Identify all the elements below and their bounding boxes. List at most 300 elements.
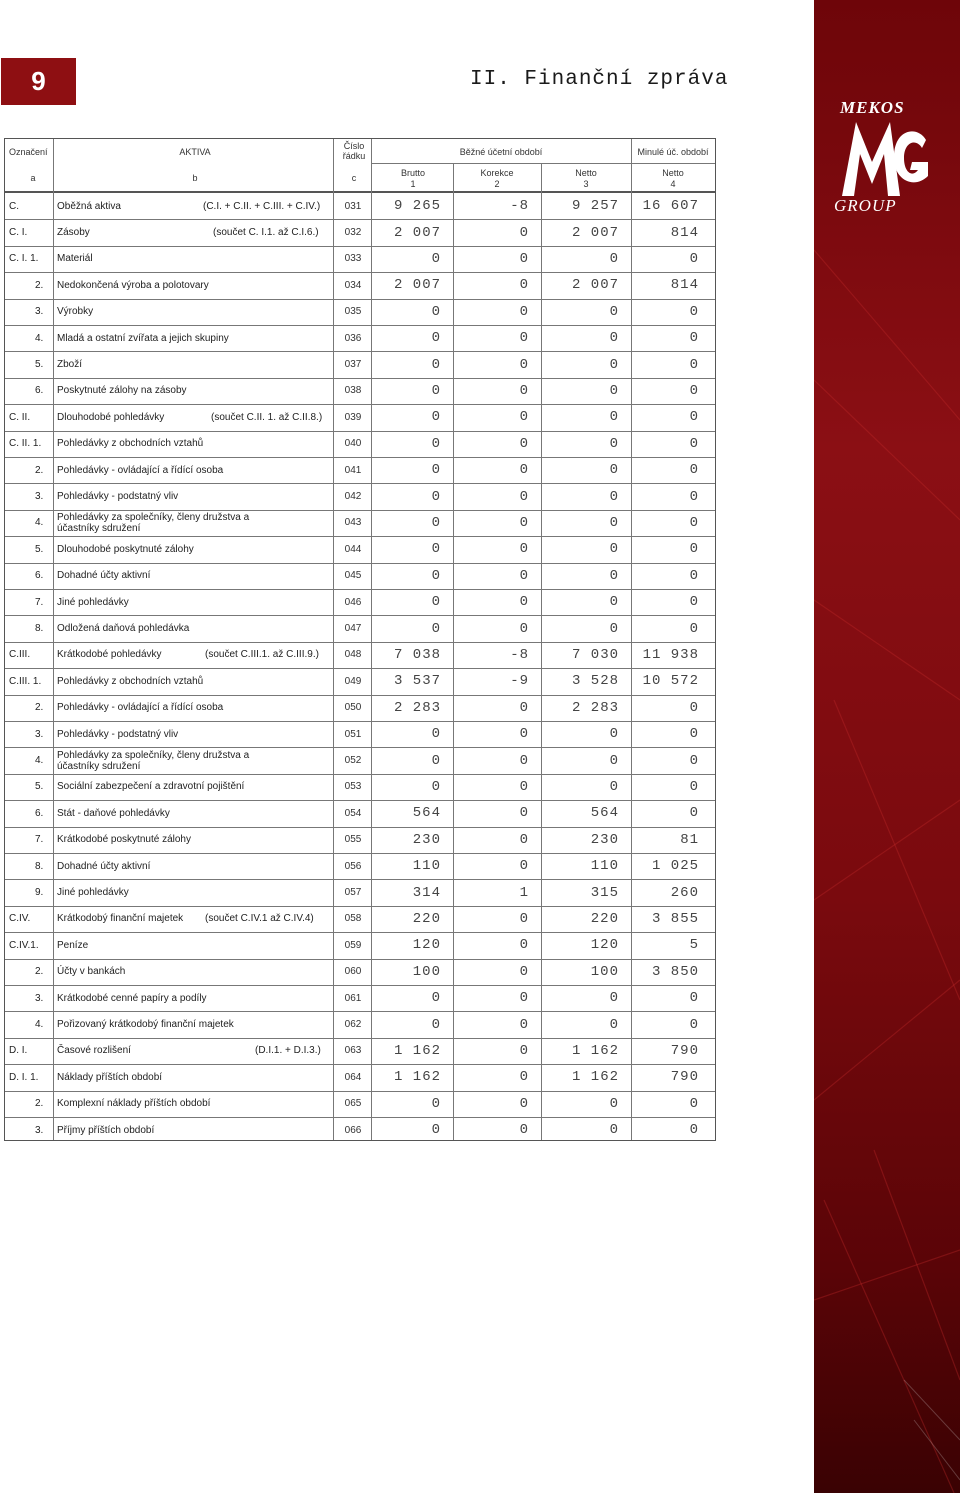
row-netto-prev: 0 <box>689 356 699 373</box>
row-brutto: 9 265 <box>393 198 441 215</box>
row-line-number: 036 <box>344 332 362 344</box>
row-netto: 0 <box>609 514 619 531</box>
row-netto: 0 <box>609 462 619 479</box>
table-row <box>5 695 715 721</box>
row-line-number: 039 <box>344 411 362 423</box>
table-row <box>5 642 715 668</box>
table-row <box>5 246 715 272</box>
row-korekce: 0 <box>519 990 529 1007</box>
row-line-number: 049 <box>344 675 362 687</box>
row-netto: 3 528 <box>571 673 619 690</box>
row-line-number: 061 <box>344 992 362 1004</box>
row-label: Pohledávky z obchodních vztahů <box>57 675 204 687</box>
row-line-number: 031 <box>344 200 362 212</box>
row-note: (součet C.III.1. až C.III.9.) <box>205 649 319 661</box>
table-row <box>5 457 715 483</box>
row-netto: 0 <box>609 567 619 584</box>
row-line-number: 066 <box>344 1124 362 1136</box>
row-netto-prev: 0 <box>689 541 699 558</box>
row-netto: 120 <box>590 937 619 954</box>
row-code: C. <box>9 200 19 212</box>
row-label: Mladá a ostatní zvířata a jejich skupiny <box>57 332 229 344</box>
row-line-number: 047 <box>344 623 362 635</box>
row-code: 6. <box>35 570 44 582</box>
row-brutto: 314 <box>412 884 441 901</box>
row-netto: 0 <box>609 250 619 267</box>
row-netto: 0 <box>609 1095 619 1112</box>
row-line-number: 063 <box>344 1045 362 1057</box>
row-netto-prev: 0 <box>689 594 699 611</box>
table-row <box>5 879 715 905</box>
table-row <box>5 1117 715 1143</box>
row-brutto: 0 <box>431 250 441 267</box>
row-brutto: 0 <box>431 382 441 399</box>
header-aktiva: AKTIVA <box>179 147 211 157</box>
row-korekce: 0 <box>519 620 529 637</box>
row-line-number: 057 <box>344 887 362 899</box>
row-brutto: 0 <box>431 567 441 584</box>
row-label: Komplexní náklady příštích období <box>57 1098 211 1110</box>
decorative-red-panel <box>814 0 960 1493</box>
header-korekce: Korekce <box>480 168 514 178</box>
row-netto-prev: 11 938 <box>642 646 699 663</box>
row-netto-prev: 0 <box>689 1122 699 1139</box>
row-label: Sociální zabezpečení a zdravotní pojištění <box>57 781 245 793</box>
row-code: 5. <box>35 359 44 371</box>
table-row <box>5 1064 715 1090</box>
row-netto-prev: 790 <box>670 1069 699 1086</box>
row-netto: 0 <box>609 990 619 1007</box>
table-row <box>5 431 715 457</box>
header-divider-upper <box>371 163 715 164</box>
row-note: (D.I.1. + D.I.3.) <box>255 1045 321 1057</box>
row-line-number: 055 <box>344 834 362 846</box>
row-code: D. I. <box>9 1045 28 1057</box>
row-brutto: 0 <box>431 1095 441 1112</box>
row-line-number: 045 <box>344 570 362 582</box>
row-netto: 0 <box>609 594 619 611</box>
table-row <box>5 325 715 351</box>
row-label: Oběžná aktiva <box>57 200 121 212</box>
row-code: 8. <box>35 860 44 872</box>
row-code: 6. <box>35 807 44 819</box>
row-code: C.III. 1. <box>9 675 42 687</box>
row-brutto: 0 <box>431 752 441 769</box>
row-brutto: 0 <box>431 726 441 743</box>
row-netto-prev: 0 <box>689 699 699 716</box>
row-netto-prev: 0 <box>689 462 699 479</box>
logo-word-bottom: GROUP <box>834 196 897 215</box>
row-korekce: 0 <box>519 594 529 611</box>
row-label: Dohadné účty aktivní <box>57 860 151 872</box>
header-col-4: 4 <box>670 179 676 189</box>
row-brutto: 230 <box>412 831 441 848</box>
row-code: C. II. <box>9 411 31 423</box>
row-code: 2. <box>35 966 44 978</box>
row-label: Jiné pohledávky <box>57 887 129 899</box>
row-label: Pohledávky - ovládající a řídící osoba <box>57 702 224 714</box>
row-netto: 564 <box>590 805 619 822</box>
row-brutto: 120 <box>412 937 441 954</box>
row-netto: 230 <box>590 831 619 848</box>
row-line-number: 054 <box>344 807 362 819</box>
row-korekce: 0 <box>519 488 529 505</box>
row-code: 8. <box>35 623 44 635</box>
row-line-number: 048 <box>344 649 362 661</box>
row-note: (součet C.II. 1. až C.II.8.) <box>211 411 323 423</box>
row-label: Výrobky <box>57 306 94 318</box>
row-label: Pohledávky - podstatný vliv <box>57 491 179 503</box>
row-netto: 1 162 <box>571 1069 619 1086</box>
row-netto-prev: 81 <box>680 831 699 848</box>
row-korekce: 0 <box>519 1016 529 1033</box>
row-netto-prev: 0 <box>689 778 699 795</box>
row-netto-prev: 0 <box>689 514 699 531</box>
row-code: D. I. 1. <box>9 1071 39 1083</box>
row-line-number: 050 <box>344 702 362 714</box>
row-netto-prev: 790 <box>670 1042 699 1059</box>
table-row <box>5 906 715 932</box>
row-netto-prev: 0 <box>689 330 699 347</box>
row-brutto: 110 <box>412 858 441 875</box>
row-brutto: 7 038 <box>393 646 441 663</box>
row-line-number: 065 <box>344 1098 362 1110</box>
row-label: Pohledávky - podstatný vliv <box>57 728 179 740</box>
row-netto: 0 <box>609 726 619 743</box>
row-netto-prev: 0 <box>689 488 699 505</box>
row-line-number: 051 <box>344 728 362 740</box>
table-row <box>5 1091 715 1117</box>
row-korekce: 0 <box>519 514 529 531</box>
row-line-number: 035 <box>344 306 362 318</box>
row-code: C.III. <box>9 649 31 661</box>
table-row <box>5 510 715 536</box>
row-korekce: 0 <box>519 462 529 479</box>
row-label: Časové rozlišení <box>57 1045 131 1057</box>
row-netto-prev: 0 <box>689 435 699 452</box>
row-label: Poskytnuté zálohy na zásoby <box>57 385 187 397</box>
row-korekce: 0 <box>519 699 529 716</box>
header-netto-prev: Netto <box>662 168 684 178</box>
table-row <box>5 827 715 853</box>
row-netto-prev: 5 <box>689 937 699 954</box>
row-brutto: 0 <box>431 356 441 373</box>
header-col-c: c <box>351 173 357 183</box>
table-row <box>5 351 715 377</box>
row-netto: 0 <box>609 382 619 399</box>
table-row <box>5 378 715 404</box>
row-label: Stát - daňové pohledávky <box>57 807 170 819</box>
row-netto-prev: 0 <box>689 303 699 320</box>
header-netto: Netto <box>575 168 597 178</box>
row-brutto: 0 <box>431 778 441 795</box>
row-code: C.IV. <box>9 913 31 925</box>
row-line-number: 052 <box>344 755 362 767</box>
row-line-number: 044 <box>344 543 362 555</box>
row-netto-prev: 0 <box>689 620 699 637</box>
table-row <box>5 800 715 826</box>
row-line-number: 064 <box>344 1071 362 1083</box>
row-korekce: 0 <box>519 805 529 822</box>
row-netto: 0 <box>609 435 619 452</box>
row-label: Zboží <box>57 359 83 371</box>
row-brutto: 0 <box>431 990 441 1007</box>
row-line-number: 046 <box>344 596 362 608</box>
row-label: Pohledávky za společníky, členy družstva a účastníky sdružení <box>57 511 250 534</box>
row-code: 3. <box>35 992 44 1004</box>
row-korekce: 0 <box>519 356 529 373</box>
row-netto: 2 007 <box>571 277 619 294</box>
row-korekce: 0 <box>519 1069 529 1086</box>
row-brutto: 0 <box>431 303 441 320</box>
row-netto: 0 <box>609 1016 619 1033</box>
row-label: Nedokončená výroba a polotovary <box>57 279 209 291</box>
table-row <box>5 299 715 325</box>
row-korekce: 0 <box>519 409 529 426</box>
row-korekce: -9 <box>510 673 529 690</box>
row-korekce: 0 <box>519 963 529 980</box>
row-brutto: 0 <box>431 541 441 558</box>
row-korekce: 0 <box>519 435 529 452</box>
row-brutto: 0 <box>431 409 441 426</box>
table-row <box>5 1011 715 1037</box>
row-korekce: 0 <box>519 937 529 954</box>
row-label: Krátkodobý finanční majetek <box>57 913 184 925</box>
row-label: Pořizovaný krátkodobý finanční majetek <box>57 1019 234 1031</box>
page-heading: II. Finanční zpráva <box>470 68 729 91</box>
row-line-number: 056 <box>344 860 362 872</box>
row-brutto: 0 <box>431 462 441 479</box>
row-netto-prev: 1 025 <box>651 858 699 875</box>
row-code: 4. <box>35 1019 44 1031</box>
row-korekce: 0 <box>519 382 529 399</box>
row-code: 3. <box>35 728 44 740</box>
row-netto: 0 <box>609 541 619 558</box>
row-korekce: 0 <box>519 1095 529 1112</box>
row-line-number: 062 <box>344 1019 362 1031</box>
row-label: Odložená daňová pohledávka <box>57 623 190 635</box>
row-korekce: 0 <box>519 277 529 294</box>
row-line-number: 053 <box>344 781 362 793</box>
row-code: 7. <box>35 596 44 608</box>
row-line-number: 058 <box>344 913 362 925</box>
row-code: 2. <box>35 702 44 714</box>
header-cislo-radku: Číslo řádku <box>342 141 366 161</box>
row-korekce: 0 <box>519 910 529 927</box>
row-netto-prev: 814 <box>670 224 699 241</box>
row-line-number: 043 <box>344 517 362 529</box>
row-netto-prev: 0 <box>689 1095 699 1112</box>
table-row <box>5 589 715 615</box>
row-netto: 0 <box>609 330 619 347</box>
row-netto: 315 <box>590 884 619 901</box>
row-korekce: 0 <box>519 858 529 875</box>
row-korekce: 0 <box>519 224 529 241</box>
table-row <box>5 536 715 562</box>
row-code: C. II. 1. <box>9 438 42 450</box>
row-code: 5. <box>35 781 44 793</box>
row-korekce: 0 <box>519 831 529 848</box>
row-code: 6. <box>35 385 44 397</box>
row-code: 3. <box>35 306 44 318</box>
row-code: 9. <box>35 887 44 899</box>
row-korekce: 0 <box>519 330 529 347</box>
row-netto: 0 <box>609 778 619 795</box>
row-brutto: 0 <box>431 330 441 347</box>
row-line-number: 038 <box>344 385 362 397</box>
row-netto: 1 162 <box>571 1042 619 1059</box>
row-label: Pohledávky - ovládající a řídící osoba <box>57 464 224 476</box>
row-line-number: 060 <box>344 966 362 978</box>
row-netto-prev: 0 <box>689 990 699 1007</box>
table-row <box>5 563 715 589</box>
page-number-badge: 9 <box>1 58 76 105</box>
row-code: 7. <box>35 834 44 846</box>
row-code: 2. <box>35 1098 44 1110</box>
logo-word-top: MEKOS <box>840 98 905 117</box>
row-brutto: 2 283 <box>393 699 441 716</box>
row-label: Dohadné účty aktivní <box>57 570 151 582</box>
row-netto-prev: 0 <box>689 1016 699 1033</box>
table-row <box>5 932 715 958</box>
row-korekce: 0 <box>519 303 529 320</box>
row-netto: 100 <box>590 963 619 980</box>
row-netto: 0 <box>609 620 619 637</box>
row-brutto: 0 <box>431 435 441 452</box>
table-row <box>5 483 715 509</box>
row-netto-prev: 16 607 <box>642 198 699 215</box>
row-netto-prev: 0 <box>689 250 699 267</box>
row-netto: 2 283 <box>571 699 619 716</box>
row-netto-prev: 3 850 <box>651 963 699 980</box>
row-netto-prev: 3 855 <box>651 910 699 927</box>
row-label: Peníze <box>57 939 89 951</box>
row-label: Náklady příštích období <box>57 1071 163 1083</box>
row-label: Pohledávky z obchodních vztahů <box>57 438 204 450</box>
row-korekce: 0 <box>519 1122 529 1139</box>
row-netto: 0 <box>609 488 619 505</box>
row-korekce: -8 <box>510 198 529 215</box>
header-col-2: 2 <box>494 179 500 189</box>
header-col-1: 1 <box>410 179 416 189</box>
row-netto: 0 <box>609 1122 619 1139</box>
table-row <box>5 853 715 879</box>
row-code: 2. <box>35 279 44 291</box>
row-netto-prev: 0 <box>689 409 699 426</box>
row-brutto: 100 <box>412 963 441 980</box>
header-col-a: a <box>30 173 36 183</box>
row-brutto: 0 <box>431 1016 441 1033</box>
row-netto: 220 <box>590 910 619 927</box>
header-bezne-obdobi: Běžné účetní období <box>459 147 543 157</box>
row-korekce: 0 <box>519 567 529 584</box>
row-code: C. I. 1. <box>9 253 39 265</box>
row-brutto: 564 <box>412 805 441 822</box>
table-row <box>5 272 715 298</box>
row-line-number: 032 <box>344 227 362 239</box>
row-label: Dlouhodobé poskytnuté zálohy <box>57 543 194 555</box>
row-netto: 7 030 <box>571 646 619 663</box>
row-korekce: 0 <box>519 752 529 769</box>
row-line-number: 034 <box>344 279 362 291</box>
row-korekce: 1 <box>519 884 529 901</box>
table-row <box>5 959 715 985</box>
balance-sheet-table <box>4 138 716 1141</box>
row-line-number: 059 <box>344 939 362 951</box>
row-label: Příjmy příštích období <box>57 1124 155 1136</box>
table-row <box>5 193 715 219</box>
row-korekce: 0 <box>519 1042 529 1059</box>
row-netto: 0 <box>609 356 619 373</box>
row-brutto: 0 <box>431 514 441 531</box>
row-netto-prev: 0 <box>689 567 699 584</box>
row-line-number: 042 <box>344 491 362 503</box>
row-korekce: -8 <box>510 646 529 663</box>
row-netto-prev: 0 <box>689 752 699 769</box>
row-netto: 110 <box>590 858 619 875</box>
row-code: 3. <box>35 491 44 503</box>
row-code: 4. <box>35 755 44 767</box>
row-label: Zásoby <box>57 227 90 239</box>
table-row <box>5 615 715 641</box>
row-korekce: 0 <box>519 541 529 558</box>
table-row <box>5 1038 715 1064</box>
row-korekce: 0 <box>519 726 529 743</box>
table-row <box>5 404 715 430</box>
row-code: 5. <box>35 543 44 555</box>
header-col-3: 3 <box>583 179 589 189</box>
table-row <box>5 774 715 800</box>
table-row <box>5 668 715 694</box>
row-code: C.IV.1. <box>9 939 39 951</box>
row-korekce: 0 <box>519 778 529 795</box>
row-brutto: 0 <box>431 620 441 637</box>
row-netto-prev: 0 <box>689 382 699 399</box>
row-line-number: 033 <box>344 253 362 265</box>
row-code: C. I. <box>9 227 28 239</box>
row-brutto: 3 537 <box>393 673 441 690</box>
row-label: Dlouhodobé pohledávky <box>57 411 165 423</box>
row-brutto: 220 <box>412 910 441 927</box>
header-minule-obdobi: Minulé úč. období <box>637 147 709 157</box>
header-oznaceni: Označení <box>9 147 48 157</box>
row-netto: 0 <box>609 303 619 320</box>
row-line-number: 041 <box>344 464 362 476</box>
row-brutto: 0 <box>431 1122 441 1139</box>
row-korekce: 0 <box>519 250 529 267</box>
row-label: Účty v bankách <box>57 966 126 978</box>
row-netto-prev: 814 <box>670 277 699 294</box>
row-brutto: 0 <box>431 594 441 611</box>
mg-monogram-icon <box>838 118 932 198</box>
row-brutto: 0 <box>431 488 441 505</box>
row-netto-prev: 260 <box>670 884 699 901</box>
header-brutto: Brutto <box>400 168 425 178</box>
row-brutto: 1 162 <box>393 1069 441 1086</box>
table-row <box>5 721 715 747</box>
row-note: (součet C.IV.1 až C.IV.4) <box>205 913 314 925</box>
row-line-number: 037 <box>344 359 362 371</box>
table-row <box>5 219 715 245</box>
row-netto: 0 <box>609 409 619 426</box>
row-netto: 2 007 <box>571 224 619 241</box>
row-brutto: 1 162 <box>393 1042 441 1059</box>
row-netto: 9 257 <box>571 198 619 215</box>
row-note: (součet C. I.1. až C.I.6.) <box>213 227 319 239</box>
row-label: Jiné pohledávky <box>57 596 129 608</box>
row-netto-prev: 0 <box>689 805 699 822</box>
row-code: 2. <box>35 464 44 476</box>
